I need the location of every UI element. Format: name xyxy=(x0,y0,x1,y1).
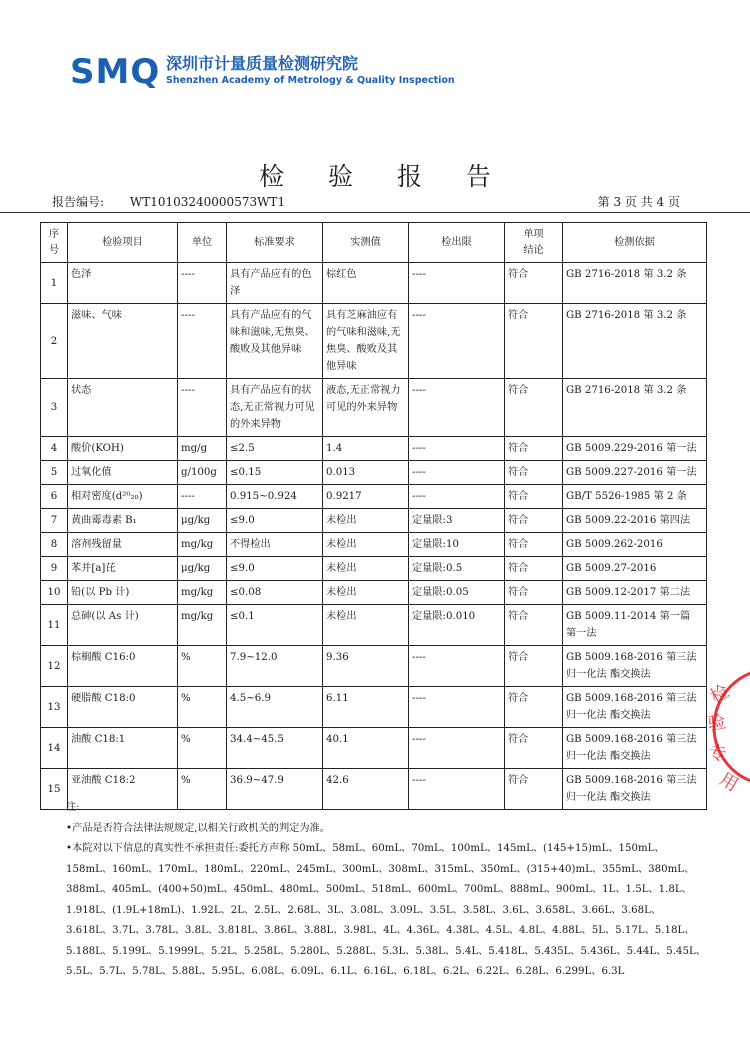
table-row xyxy=(41,533,707,557)
table-row xyxy=(41,461,707,485)
cell-standard: 7.9~12.0 xyxy=(227,646,323,687)
cell-limit: 定量限:3 xyxy=(409,509,505,533)
cell-unit: % xyxy=(178,646,227,687)
cell-conclusion: 符合 xyxy=(505,769,563,810)
col-header: 检验项目 xyxy=(68,223,178,263)
svg-text:检: 检 xyxy=(706,680,733,709)
cell-method: GB 5009.168-2016 第三法 归一化法 酯交换法 xyxy=(563,687,707,728)
cell-limit: 定量限:0.05 xyxy=(409,581,505,605)
cell-standard: 不得检出 xyxy=(227,533,323,557)
cell-item: 滋味、气味 xyxy=(68,304,178,379)
col-header: 单位 xyxy=(178,223,227,263)
cell-limit: ---- xyxy=(409,769,505,810)
cell-conclusion: 符合 xyxy=(505,605,563,646)
cell-standard: 具有产品应有的色泽 xyxy=(227,263,323,304)
table-row xyxy=(41,605,707,646)
cell-measured: 42.6 xyxy=(323,769,409,810)
cell-item: 状态 xyxy=(68,379,178,437)
cell-measured: 9.36 xyxy=(323,646,409,687)
cell-index: 11 xyxy=(41,605,68,646)
notes-label: 注: xyxy=(66,802,80,813)
cell-unit: μg/kg xyxy=(178,557,227,581)
table-row xyxy=(41,646,707,687)
cell-method: GB 5009.229-2016 第一法 xyxy=(563,437,707,461)
cell-method: GB 5009.262-2016 xyxy=(563,533,707,557)
cell-standard: 36.9~47.9 xyxy=(227,769,323,810)
table-row xyxy=(41,509,707,533)
cell-index: 4 xyxy=(41,437,68,461)
table-row xyxy=(41,485,707,509)
cell-unit: mg/g xyxy=(178,437,227,461)
cell-conclusion: 符合 xyxy=(505,485,563,509)
cell-measured: 未检出 xyxy=(323,605,409,646)
note-line: •本院对以下信息的真实性不承担责任:委托方声称 50mL、58mL、60mL、70mL、100mL、145mL、(145+15)mL、150mL、158mL、160mL、170mL、180mL、220mL、245mL、300mL、308mL、315mL、350mL、(315+40)mL、355mL、380mL、388mL、405mL、(400+50)mL、450mL、480mL、500mL、518mL、600mL、700mL、888mL、900mL、1L、1.5L、1.8L、1.918L、(1.9L+18mL)、1.92L、2L、2.5L、2.68L、3L、3.08L、3.09L、3.5L、3.58L、3.6L、3.658L、3.66L、3.68L、3.618L、3.7L、3.78L、3.8L、3.818L、3.86L、3.88L、3.98L、4L、4.36L、4.38L、4.5L、4.8L、4.88L、5L、5.17L、5.18L、5.188L、5.199L、5.1999L、5.2L、5.258L、5.280L、5.288L、5.3L、5.38L、5.4L、5.418L、5.435L、5.436L、5.44L、5.45L、5.5L、5.7L、5.78L、5.88L、5.95L、6.08L、6.09L、6.1L、6.16L、6.18L、6.2L、6.22L、6.28L、6.299L、6.3L xyxy=(66,843,706,977)
cell-measured: 未检出 xyxy=(323,581,409,605)
cell-unit: mg/kg xyxy=(178,533,227,557)
cell-unit: ---- xyxy=(178,263,227,304)
cell-method: GB 5009.12-2017 第二法 xyxy=(563,581,707,605)
report-title: 检 验 报 告 xyxy=(259,162,509,191)
table-row xyxy=(41,687,707,728)
cell-measured: 0.9217 xyxy=(323,485,409,509)
cell-index: 3 xyxy=(41,379,68,437)
cell-standard: ≤9.0 xyxy=(227,557,323,581)
cell-standard: ≤2.5 xyxy=(227,437,323,461)
cell-unit: mg/kg xyxy=(178,581,227,605)
logo xyxy=(70,52,455,96)
svg-text:专: 专 xyxy=(706,741,728,766)
logo-chinese-name: 深圳市计量质量检测研究院 xyxy=(166,54,359,73)
cell-measured: 棕红色 xyxy=(323,263,409,304)
cell-method: GB 5009.168-2016 第三法 归一化法 酯交换法 xyxy=(563,646,707,687)
cell-limit: 定量限:0.5 xyxy=(409,557,505,581)
col-header: 检出限 xyxy=(409,223,505,263)
cell-index: 9 xyxy=(41,557,68,581)
notes xyxy=(66,798,706,983)
cell-item: 硬脂酸 C18:0 xyxy=(68,687,178,728)
cell-item: 酸价(KOH) xyxy=(68,437,178,461)
report-number-label: 报告编号: xyxy=(52,195,105,209)
cell-method: GB 5009.22-2016 第四法 xyxy=(563,509,707,533)
logo-english-name: Shenzhen Academy of Metrology & Quality Inspection xyxy=(166,75,455,86)
cell-unit: % xyxy=(178,728,227,769)
official-seal xyxy=(706,655,750,805)
cell-index: 10 xyxy=(41,581,68,605)
cell-limit: ---- xyxy=(409,728,505,769)
col-header: 序号 xyxy=(41,223,68,263)
cell-method: GB 5009.168-2016 第三法 归一化法 酯交换法 xyxy=(563,769,707,810)
table-row xyxy=(41,557,707,581)
cell-limit: ---- xyxy=(409,687,505,728)
cell-standard: 具有产品应有的气味和滋味,无焦臭、酸败及其他异味 xyxy=(227,304,323,379)
cell-unit: % xyxy=(178,769,227,810)
cell-limit: ---- xyxy=(409,646,505,687)
cell-conclusion: 符合 xyxy=(505,533,563,557)
cell-conclusion: 符合 xyxy=(505,646,563,687)
inspection-table xyxy=(40,222,707,810)
table-row xyxy=(41,263,707,304)
cell-measured: 未检出 xyxy=(323,509,409,533)
logo-abbr: SMQ xyxy=(70,52,161,92)
svg-text:用: 用 xyxy=(715,768,742,797)
cell-limit: ---- xyxy=(409,485,505,509)
cell-index: 1 xyxy=(41,263,68,304)
cell-standard: ≤0.08 xyxy=(227,581,323,605)
cell-index: 8 xyxy=(41,533,68,557)
cell-index: 15 xyxy=(41,769,68,810)
cell-limit: 定量限:0.010 xyxy=(409,605,505,646)
cell-method: GB 2716-2018 第 3.2 条 xyxy=(563,379,707,437)
cell-measured: 1.4 xyxy=(323,437,409,461)
cell-conclusion: 符合 xyxy=(505,687,563,728)
cell-standard: 具有产品应有的状态,无正常视力可见的外来异物 xyxy=(227,379,323,437)
svg-text:验: 验 xyxy=(706,711,728,736)
cell-limit: 定量限:10 xyxy=(409,533,505,557)
cell-item: 油酸 C18:1 xyxy=(68,728,178,769)
cell-method: GB 5009.168-2016 第三法 归一化法 酯交换法 xyxy=(563,728,707,769)
cell-item: 相对密度(d²⁰₂₀) xyxy=(68,485,178,509)
cell-index: 13 xyxy=(41,687,68,728)
cell-method: GB/T 5526-1985 第 2 条 xyxy=(563,485,707,509)
cell-unit: μg/kg xyxy=(178,509,227,533)
cell-limit: ---- xyxy=(409,461,505,485)
cell-item: 亚油酸 C18:2 xyxy=(68,769,178,810)
cell-conclusion: 符合 xyxy=(505,557,563,581)
cell-item: 溶剂残留量 xyxy=(68,533,178,557)
note-line: •产品是否符合法律法规规定,以相关行政机关的判定为准。 xyxy=(66,822,330,834)
cell-limit: ---- xyxy=(409,304,505,379)
report-number xyxy=(52,193,285,210)
cell-item: 黄曲霉毒素 B₁ xyxy=(68,509,178,533)
cell-conclusion: 符合 xyxy=(505,379,563,437)
cell-conclusion: 符合 xyxy=(505,263,563,304)
cell-item: 过氧化值 xyxy=(68,461,178,485)
cell-standard: 34.4~45.5 xyxy=(227,728,323,769)
cell-conclusion: 符合 xyxy=(505,437,563,461)
cell-limit: ---- xyxy=(409,379,505,437)
cell-limit: ---- xyxy=(409,263,505,304)
cell-measured: 0.013 xyxy=(323,461,409,485)
cell-conclusion: 符合 xyxy=(505,461,563,485)
cell-conclusion: 符合 xyxy=(505,728,563,769)
cell-index: 7 xyxy=(41,509,68,533)
cell-method: GB 5009.11-2014 第一篇 第一法 xyxy=(563,605,707,646)
col-header: 检测依据 xyxy=(563,223,707,263)
col-header: 标准要求 xyxy=(227,223,323,263)
cell-standard: ≤0.1 xyxy=(227,605,323,646)
cell-index: 6 xyxy=(41,485,68,509)
cell-measured: 40.1 xyxy=(323,728,409,769)
cell-index: 5 xyxy=(41,461,68,485)
cell-unit: ---- xyxy=(178,304,227,379)
cell-conclusion: 符合 xyxy=(505,304,563,379)
cell-method: GB 5009.27-2016 xyxy=(563,557,707,581)
table-row xyxy=(41,581,707,605)
col-header: 单项 结论 xyxy=(505,223,563,263)
cell-unit: ---- xyxy=(178,485,227,509)
cell-measured: 具有芝麻油应有的气味和滋味,无焦臭、酸败及其他异味 xyxy=(323,304,409,379)
table-row xyxy=(41,728,707,769)
cell-measured: 未检出 xyxy=(323,557,409,581)
col-header: 实测值 xyxy=(323,223,409,263)
cell-method: GB 2716-2018 第 3.2 条 xyxy=(563,263,707,304)
cell-standard: ≤0.15 xyxy=(227,461,323,485)
cell-method: GB 5009.227-2016 第一法 xyxy=(563,461,707,485)
header-divider xyxy=(0,212,750,213)
page-indicator: 第 3 页 共 4 页 xyxy=(597,195,680,209)
cell-item: 总砷(以 As 计) xyxy=(68,605,178,646)
cell-standard: 0.915~0.924 xyxy=(227,485,323,509)
cell-unit: % xyxy=(178,687,227,728)
cell-item: 棕榈酸 C16:0 xyxy=(68,646,178,687)
cell-unit: ---- xyxy=(178,379,227,437)
cell-measured: 液态,无正常视力可见的外来异物 xyxy=(323,379,409,437)
cell-unit: g/100g xyxy=(178,461,227,485)
cell-index: 12 xyxy=(41,646,68,687)
table-row xyxy=(41,379,707,437)
table-header-row xyxy=(41,223,707,263)
table-row xyxy=(41,437,707,461)
cell-item: 苯并[a]芘 xyxy=(68,557,178,581)
report-number-value: WT10103240000573WT1 xyxy=(129,195,286,209)
cell-item: 铅(以 Pb 计) xyxy=(68,581,178,605)
cell-conclusion: 符合 xyxy=(505,581,563,605)
cell-measured: 未检出 xyxy=(323,533,409,557)
cell-unit: mg/kg xyxy=(178,605,227,646)
cell-conclusion: 符合 xyxy=(505,509,563,533)
cell-method: GB 2716-2018 第 3.2 条 xyxy=(563,304,707,379)
cell-standard: 4.5~6.9 xyxy=(227,687,323,728)
cell-index: 2 xyxy=(41,304,68,379)
table-row xyxy=(41,304,707,379)
cell-limit: ---- xyxy=(409,437,505,461)
table-body xyxy=(41,263,707,810)
cell-standard: ≤9.0 xyxy=(227,509,323,533)
cell-index: 14 xyxy=(41,728,68,769)
cell-measured: 6.11 xyxy=(323,687,409,728)
cell-item: 色泽 xyxy=(68,263,178,304)
